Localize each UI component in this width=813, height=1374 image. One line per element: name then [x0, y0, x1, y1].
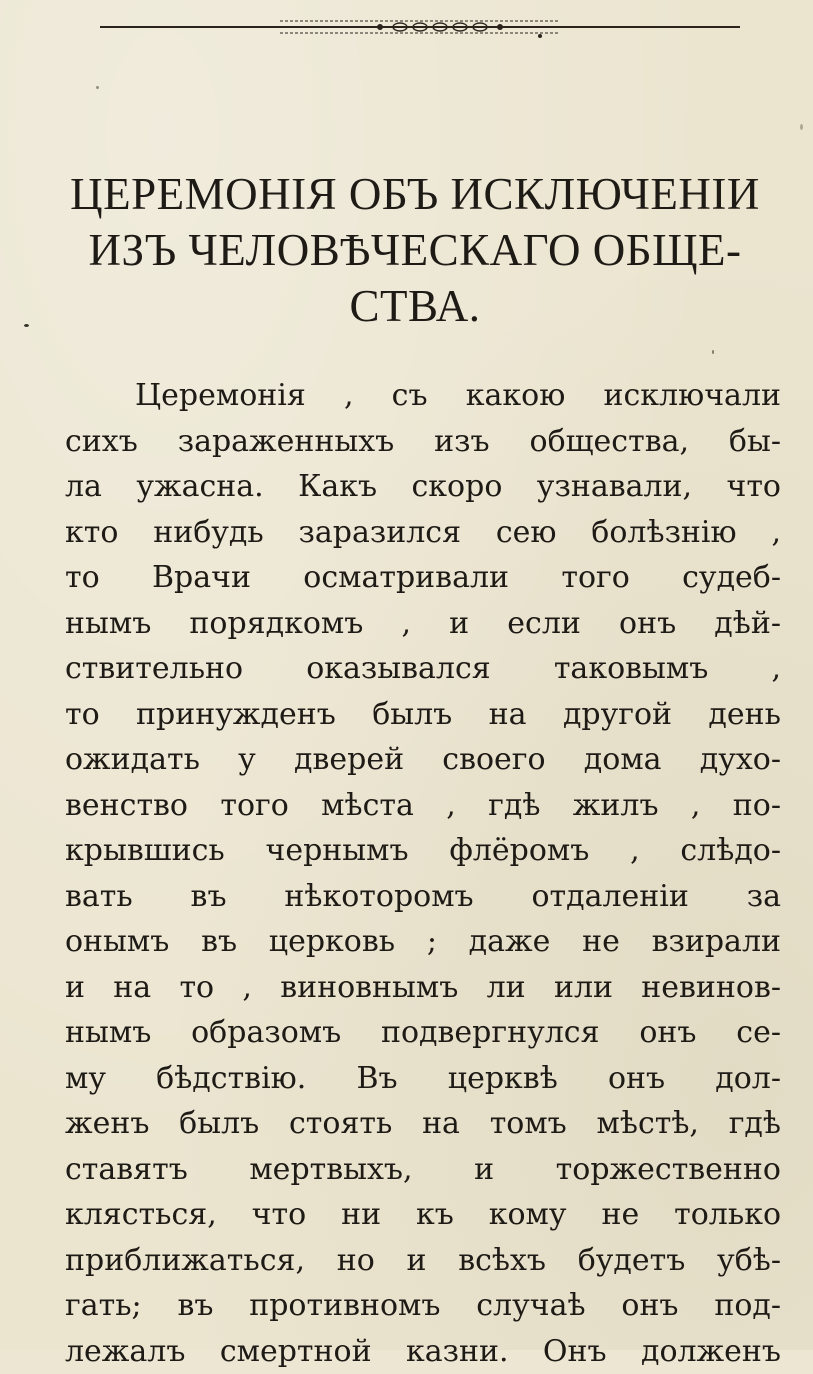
chapter-title	[50, 166, 780, 334]
body-text	[65, 373, 781, 1374]
text-line: то принужденъ былъ на другой день	[65, 692, 781, 738]
text-line: му бѣдствію. Въ церквѣ онъ дол-	[65, 1056, 781, 1102]
paper-speck	[800, 124, 803, 130]
title-line: ИЗЪ ЧЕЛОВѢЧЕСКАГО ОБЩЕ-	[50, 222, 780, 278]
text-line: и на то , виновнымъ ли или невинов-	[65, 965, 781, 1011]
text-line: женъ былъ стоять на томъ мѣстѣ, гдѣ	[65, 1101, 781, 1147]
text-line: Церемонія , съ какою исключали	[65, 373, 781, 419]
text-line: то Врачи осматривали того судеб-	[65, 555, 781, 601]
text-line: нымъ образомъ подвергнулся онъ се-	[65, 1010, 781, 1056]
text-line: венство того мѣста , гдѣ жилъ , по-	[65, 783, 781, 829]
text-line: ставятъ мертвыхъ, и торжественно	[65, 1147, 781, 1193]
text-line: ствительно оказывался таковымъ ,	[65, 646, 781, 692]
header-ornament	[100, 14, 740, 40]
title-line: СТВА.	[50, 278, 780, 334]
text-line: кто нибудь заразился сею болѣзнію ,	[65, 510, 781, 556]
paper-speck	[24, 324, 29, 327]
title-line: ЦЕРЕМОНІЯ ОБЪ ИСКЛЮЧЕНІИ	[50, 166, 780, 222]
text-line: ла ужасна. Какъ скоро узнавали, что	[65, 464, 781, 510]
paper-speck	[96, 86, 99, 89]
text-line: лежалъ смертной казни. Онъ долженъ	[65, 1329, 781, 1374]
text-line: приближаться, но и всѣхъ будетъ убѣ-	[65, 1238, 781, 1284]
text-line: онымъ въ церковь ; даже не взирали	[65, 919, 781, 965]
text-line: ожидать у дверей своего дома духо-	[65, 737, 781, 783]
text-line: клясться, что ни къ кому не только	[65, 1192, 781, 1238]
text-line: крывшись чернымъ флёромъ , слѣдо-	[65, 828, 781, 874]
text-line: вать въ нѣкоторомъ отдаленіи за	[65, 874, 781, 920]
text-line: гать; въ противномъ случаѣ онъ под-	[65, 1283, 781, 1329]
paper-speck	[712, 350, 714, 354]
text-line: сихъ зараженныхъ изъ общества, бы-	[65, 419, 781, 465]
text-line: нымъ порядкомъ , и если онъ дѣй-	[65, 601, 781, 647]
